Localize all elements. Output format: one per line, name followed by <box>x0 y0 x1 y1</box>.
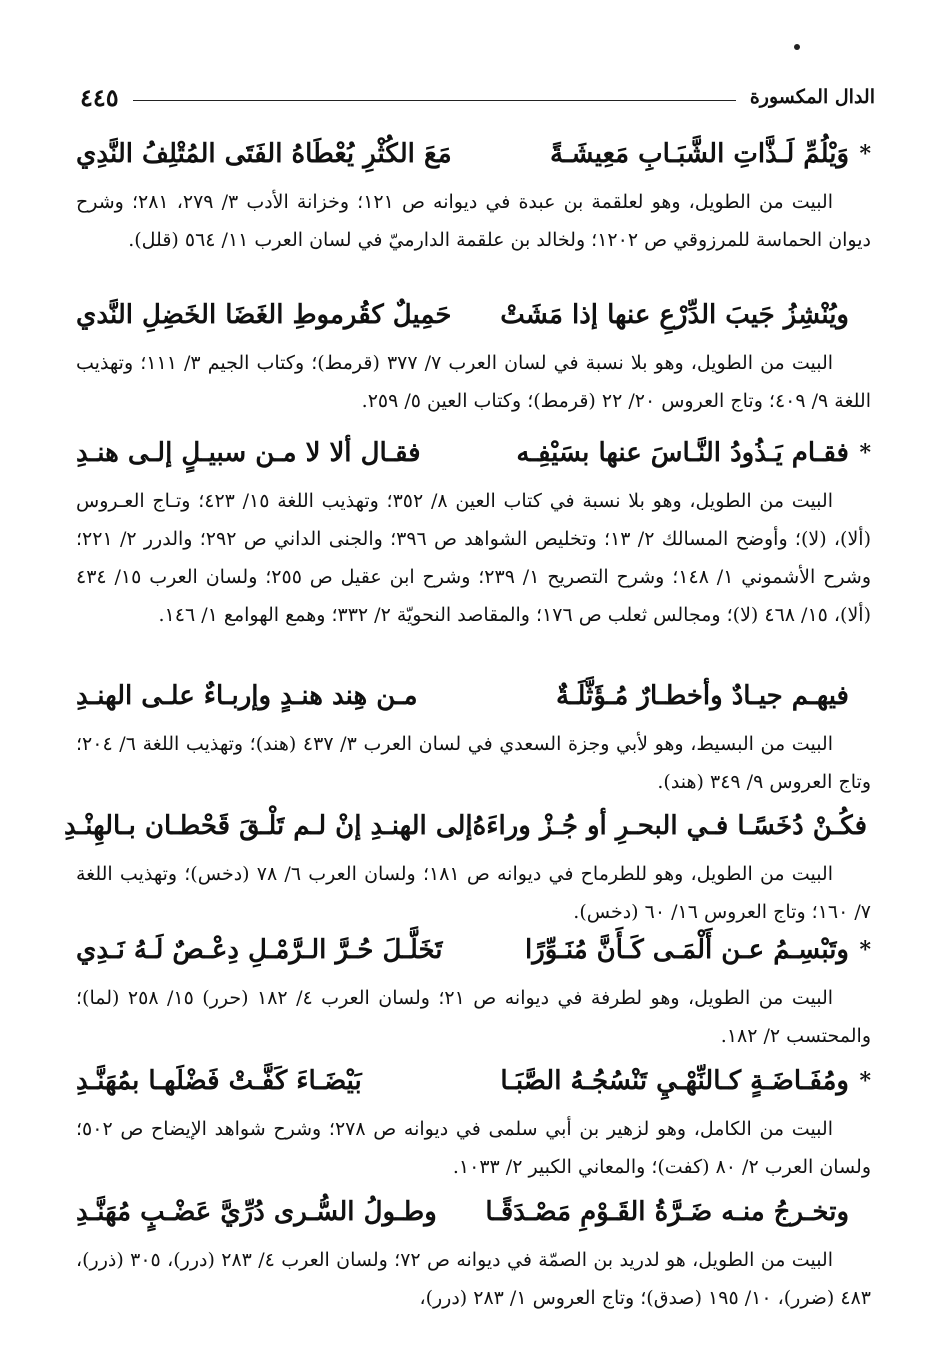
verse-note: البيت من الطويل، وهو لطرفة في ديوانه ص ٢١؛ ولسان العرب ٤/ ١٨٢ (حرر) ١٥/ ٢٥٨ (لما)؛ والمحتسب ٢/ ١٨٢. <box>76 987 871 1047</box>
verse-note: البيت من البسيط، وهو لأبي وجزة السعدي في لسان العرب ٣/ ٤٣٧ (هند)؛ وتهذيب اللغة ٦/ ٢٠٤؛ وتاج العروس ٩/ ٣٤٩ (هند). <box>76 733 871 793</box>
verse-entry <box>76 667 871 797</box>
chapter-title: الدال المكسورة <box>749 86 875 108</box>
verse-entry <box>76 921 871 1052</box>
first-hemistich: ويُنْشِزُ جَيبَ الدِّرْعِ عنها إذا مَشَتْ <box>500 300 849 330</box>
second-hemistich: مَعَ الكُثْرِ يُعْطَاهُ الفَتَى المُتْلِفُ النَّدِي <box>76 139 452 169</box>
second-hemistich: فقـال ألا لا مـن سبيـلٍ إلـى هنـدِ <box>76 438 421 468</box>
second-hemistich: مـن هِند هنـدٍ وإربـاءٌ علـى الهنـدِ <box>76 681 418 711</box>
verse-entry <box>76 424 871 667</box>
verse-marker: * <box>859 440 871 466</box>
verse-note: البيت من الطويل، وهو بلا نسبة في لسان العرب ٧/ ٣٧٧ (قرمط)؛ وكتاب الجيم ٣/ ١١١؛ وتهذيب اللغة ٩/ ٤٠٩؛ وتاج العروس ٢٠/ ٢٢ (قرمط)؛ وكتاب العين ٥/ ٢٥٩. <box>76 352 871 412</box>
first-hemistich: ومُفَـاضَـةٍ كـالنِّهْـيِ تَنْسُجُـهُ الصَّبَـا <box>500 1066 849 1096</box>
verse-line <box>76 921 871 979</box>
verse-entry <box>76 286 871 424</box>
first-hemistich: فيهـم جيـادٌ وأخطـارٌ مُـؤَثَّلَـةٌ <box>555 681 849 711</box>
verse-line <box>76 286 871 344</box>
page-number: ٤٤٥ <box>80 82 119 112</box>
verse-note: البيت من الطويل، هو لدريد بن الصمّة في ديوانه ص ٧٢؛ ولسان العرب ٤/ ٢٨٣ (درر)، ٣٠٥ (ذرر)، ٤٨٣ (ضرر)، ١٠/ ١٩٥ (صدق)؛ وتاج العروس ١/ ٢٨٣ (درر)، <box>76 1249 871 1309</box>
margin-dot <box>794 44 800 50</box>
verse-marker: * <box>859 937 871 963</box>
first-hemistich: فقـام يَـذُودُ النَّـاسَ عنها بسَيْفِـه <box>516 438 849 468</box>
second-hemistich: حَمِيلٌ كقُرموطِ الغَضَا الخَضِلِ النَّدي <box>76 300 452 330</box>
second-hemistich: تَخَلَّـلَ حُـرَّ الـرَّمْـلِ دِعْـصٌ لَـهُ نَـدِي <box>76 935 443 965</box>
verse-line <box>76 424 871 482</box>
first-hemistich: وَيْلُمِّ لَـذَّاتِ الشَّبَـابِ مَعِيشَـةً <box>549 139 849 169</box>
second-hemistich: إلى الهنـدِ إنْ لـم تَلْـقَ قَحْطـان بـالهِنْـدِ <box>64 811 473 841</box>
first-hemistich: فكُـنْ دُخَسًـا فـي البحـرِ أو جُـزْ وراءَهُ <box>472 811 867 841</box>
page-body <box>64 125 871 1313</box>
verse-note: البيت من الطويل، وهو لعلقمة بن عبدة في ديوانه ص ١٢١؛ وخزانة الأدب ٣/ ٢٧٩، ٢٨١؛ وشرح ديوان الحماسة للمرزوقي ص ١٢٠٢؛ ولخالد بن علقمة الدارميّ في لسان العرب ١١/ ٥٦٤ (قلل). <box>76 191 871 251</box>
verse-line <box>76 667 871 725</box>
verse-line <box>76 1183 871 1241</box>
verse-entry <box>64 797 871 923</box>
verse-line <box>64 797 871 855</box>
verse-note: البيت من الكامل، وهو لزهير بن أبي سلمى في ديوانه ص ٢٧٨؛ وشرح شواهد الإيضاح ص ٥٠٢؛ ولسان العرب ٢/ ٨٠ (كفت)؛ والمعاني الكبير ٢/ ١٠٣٣. <box>76 1118 871 1178</box>
verse-note: البيت من الطويل، وهو بلا نسبة في كتاب العين ٨/ ٣٥٢؛ وتهذيب اللغة ١٥/ ٤٢٣؛ وتـاج العـروس (ألا)، (لا)؛ وأوضح المسالك ٢/ ١٣؛ وتخليص الشواهد ص ٣٩٦؛ والجنى الداني ص ٢٩٢؛ والدرر ٢/ ٢٢١؛ وشرح الأشموني ١/ ١٤٨؛ وشرح التصريح ١/ ٢٣٩؛ وشرح ابن عقيل ص ٢٥٥؛ ولسان العرب ١٥/ ٤٣٤ (ألا)، ١٥/ ٤٦٨ (لا)؛ ومجالس ثعلب ص ١٧٦؛ والمقاصد النحويّة ٢/ ٣٣٢؛ وهمع الهوامع ١/ ١٤٦. <box>76 490 871 626</box>
first-hemistich: وتخـرجُ منـه ضَـرَّةُ القَـوْمِ مَصْـدَقًـا <box>485 1197 849 1227</box>
second-hemistich: وطـولُ السُّـرى دُرِّيَّ عَضْـبٍ مُهَنَّـدِ <box>76 1197 437 1227</box>
verse-line <box>76 1052 871 1110</box>
first-hemistich: وتَبْسِـمُ عـن أَلْمَـى كَـأَنَّ مُنَـوِّرًا <box>525 935 849 965</box>
verse-note: البيت من الطويل، وهو للطرماح في ديوانه ص ١٨١؛ ولسان العرب ٦/ ٧٨ (دخس)؛ وتهذيب اللغة ٧/ ١٦٠؛ وتاج العروس ١٦/ ٦٠ (دخس). <box>76 863 871 923</box>
verse-marker: * <box>859 141 871 167</box>
verse-line <box>76 125 871 183</box>
running-header <box>80 82 875 112</box>
verse-entry <box>76 1052 871 1183</box>
verse-entry <box>76 125 871 286</box>
header-rule <box>133 100 736 101</box>
verse-entry <box>76 1183 871 1313</box>
second-hemistich: بَيْضَـاءَ كَفَّـتْ فَضْلَهـا بمُهَنَّـدِ <box>76 1066 362 1096</box>
verse-marker: * <box>859 1068 871 1094</box>
